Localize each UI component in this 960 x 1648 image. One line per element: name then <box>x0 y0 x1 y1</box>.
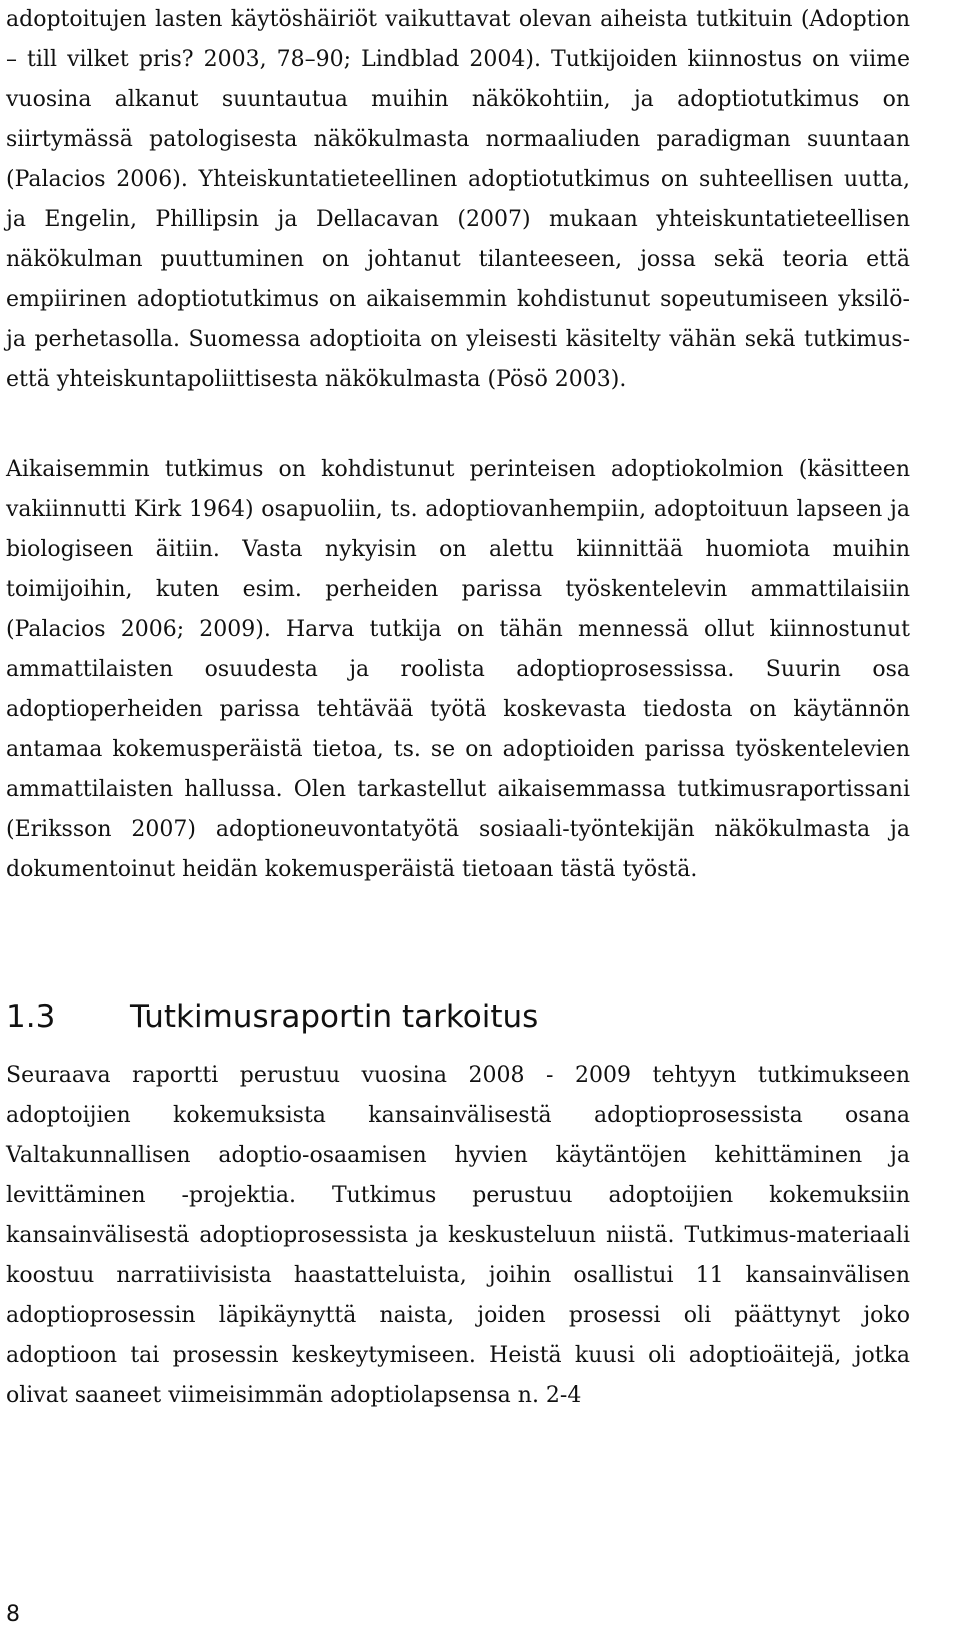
section-number: 1.3 <box>6 999 56 1035</box>
paragraph-text: Aikaisemmin tutkimus on kohdistunut perinteisen adoptiokolmion (käsitteen vakiinnutti Kirk 1964) osapuoliin, ts. adoptiovanhempiin, adoptoituun lapseen ja biologiseen äitiin. Vasta nykyisin on alettu kiinnittää huomiota muihin toimijoihin, kuten esim. perheiden parissa työskentelevin ammattilaisiin (Palacios 2006; 2009). Harva tutkija on tähän mennessä ollut kiinnostunut ammattilaisten osuudesta ja roolista adoptioprosessissa. Suurin osa adoptioperheiden parissa tehtävää työtä koskevasta tiedosta on käytännön antamaa kokemusperäistä tietoa, ts. se on adoptioiden parissa työskentelevien ammattilaisten hallussa. Olen tarkastellut aikaisemmassa tutkimusraportissani (Eriksson 2007) adoptioneuvontatyötä sosiaali-työntekijän näkökulmasta ja dokumentoinut heidän kokemusperäistä tietoaan tästä työstä. <box>6 457 910 882</box>
paragraph-text: adoptoitujen lasten käytöshäiriöt vaikuttavat olevan aiheista tutkituin (Adoption – till vilket pris? 2003, 78–90; Lindblad 2004). Tutkijoiden kiinnostus on viime vuosina alkanut suuntautua muihin näkökohtiin, ja adoptiotutkimus on siirtymässä patologisesta näkökulmasta normaaliuden paradigman suuntaan (Palacios 2006). Yhteiskuntatieteellinen adoptiotutkimus on suhteellisen uutta, ja Engelin, Phillipsin ja Dellacavan (2007) mukaan yhteiskuntatieteellisen näkökulman puuttuminen on johtanut tilanteeseen, jossa sekä teoria että empiirinen adoptiotutkimus on aikaisemmin kohdistunut sopeutumiseen yksilö- ja perhetasolla. Suomessa adoptioita on yleisesti käsitelty vähän sekä tutkimus- että yhteiskuntapoliittisesta näkökulmasta (Pösö 2003). <box>6 7 910 392</box>
section-heading <box>6 992 910 1042</box>
body-paragraph <box>6 450 910 890</box>
section-title: Tutkimusraportin tarkoitus <box>130 999 539 1035</box>
page-number: 8 <box>6 1602 20 1627</box>
paragraph-text: Seuraava raportti perustuu vuosina 2008 - 2009 tehtyyn tutkimukseen adoptoijien kokemuksista kansainvälisestä adoptioprosessista osana Valtakunnallisen adoptio-osaamisen hyvien käytäntöjen kehittäminen ja levittäminen -projektia. Tutkimus perustuu adoptoijien kokemuksiin kansainvälisestä adoptioprosessista ja keskusteluun niistä. Tutkimus-materiaali koostuu narratiivisista haastatteluista, joihin osallistui 11 kansainvälisen adoptioprosessin läpikäynyttä naista, joiden prosessi oli päättynyt joko adoptioon tai prosessin keskeytymiseen. Heistä kuusi oli adoptioäitejä, jotka olivat saaneet viimeisimmän adoptiolapsensa n. 2-4 <box>6 1063 910 1408</box>
section <box>6 992 910 1408</box>
section-body <box>6 1056 910 1416</box>
body-paragraph <box>6 0 910 400</box>
